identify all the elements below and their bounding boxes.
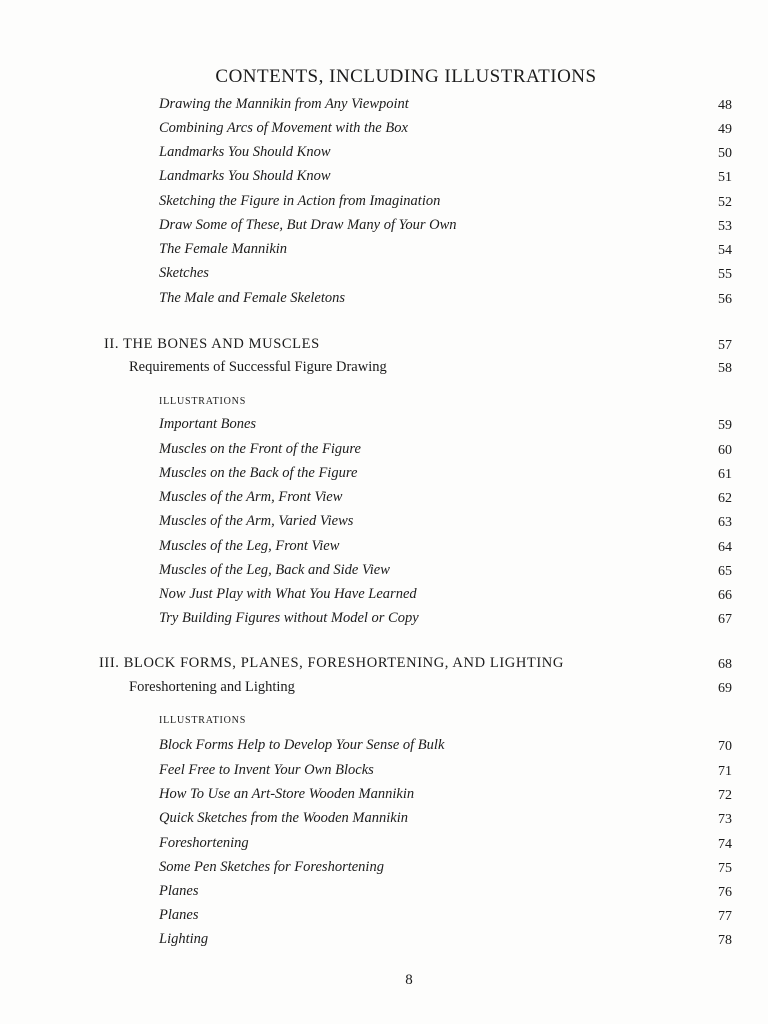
toc-entry-label: The Female Mannikin xyxy=(159,241,288,257)
toc-entry xyxy=(0,217,768,237)
toc-entry-page: 76 xyxy=(718,885,732,900)
toc-entry-page: 65 xyxy=(718,564,732,579)
toc-entry xyxy=(0,786,768,806)
toc-entry-page: 48 xyxy=(718,98,732,113)
toc-entry-label: Muscles of the Leg, Front View xyxy=(159,538,340,554)
toc-entry-page: 63 xyxy=(718,515,732,530)
toc-entry-page: 78 xyxy=(718,933,732,948)
toc-entry xyxy=(0,290,768,310)
toc-entry xyxy=(0,931,768,951)
subentry-page: 69 xyxy=(718,681,732,696)
toc-entry xyxy=(0,441,768,461)
toc-entry-label: Muscles of the Leg, Back and Side View xyxy=(159,562,390,578)
chapter-title: II. THE BONES AND MUSCLES xyxy=(104,336,320,352)
toc-entry-label: Foreshortening xyxy=(159,835,249,851)
toc-entry-label: Try Building Figures without Model or Copy xyxy=(159,610,419,626)
toc-entry-label: Muscles of the Arm, Front View xyxy=(159,489,343,505)
toc-entry-page: 52 xyxy=(718,195,732,210)
toc-entry-page: 62 xyxy=(718,491,732,506)
toc-entry-label: How To Use an Art-Store Wooden Mannikin xyxy=(159,786,415,802)
toc-entry-page: 49 xyxy=(718,122,732,137)
toc-entry-page: 51 xyxy=(718,170,732,185)
toc-entry xyxy=(0,489,768,509)
toc-entry-page: 70 xyxy=(718,739,732,754)
toc-entry-page: 73 xyxy=(718,812,732,827)
toc-entry xyxy=(0,610,768,630)
toc-entry xyxy=(0,835,768,855)
toc-entry-page: 50 xyxy=(718,146,732,161)
toc-entry-label: Quick Sketches from the Wooden Mannikin xyxy=(159,810,408,826)
toc-entry-page: 64 xyxy=(718,540,732,555)
toc-entry-page: 72 xyxy=(718,788,732,803)
chapter-subentry xyxy=(0,679,768,699)
toc-entry-page: 77 xyxy=(718,909,732,924)
toc-entry-label: Muscles on the Back of the Figure xyxy=(159,465,358,481)
toc-entry-label: Some Pen Sketches for Foreshortening xyxy=(159,859,384,875)
toc-entry xyxy=(0,144,768,164)
toc-entry-label: Now Just Play with What You Have Learned xyxy=(159,586,417,602)
illustrations-heading: ILLUSTRATIONS xyxy=(159,396,247,407)
toc-entry xyxy=(0,193,768,213)
toc-entry-label: Combining Arcs of Movement with the Box xyxy=(159,120,408,136)
chapter-subentry xyxy=(0,359,768,379)
toc-entry-page: 74 xyxy=(718,837,732,852)
toc-entry-page: 60 xyxy=(718,443,732,458)
toc-entry-page: 61 xyxy=(718,467,732,482)
toc-entry-page: 59 xyxy=(718,418,732,433)
page-title: CONTENTS, INCLUDING ILLUSTRATIONS xyxy=(215,66,597,87)
toc-entry-page: 71 xyxy=(718,764,732,779)
chapter-page: 57 xyxy=(718,338,732,353)
toc-entry-label: Drawing the Mannikin from Any Viewpoint xyxy=(159,96,409,112)
chapter-title: III. BLOCK FORMS, PLANES, FORESHORTENING, AND LIGHTING xyxy=(99,655,564,671)
toc-entry-page: 53 xyxy=(718,219,732,234)
toc-entry xyxy=(0,120,768,140)
toc-entry-page: 56 xyxy=(718,292,732,307)
toc-entry xyxy=(0,586,768,606)
toc-entry xyxy=(0,465,768,485)
toc-entry xyxy=(0,513,768,533)
toc-entry xyxy=(0,810,768,830)
toc-entry-label: Block Forms Help to Develop Your Sense of Bulk xyxy=(159,737,445,753)
toc-entry xyxy=(0,96,768,116)
chapter-heading xyxy=(0,655,768,675)
toc-entry xyxy=(0,241,768,261)
toc-entry-label: Planes xyxy=(159,907,199,923)
toc-entry-page: 66 xyxy=(718,588,732,603)
toc-entry xyxy=(0,762,768,782)
toc-entry-label: Planes xyxy=(159,883,199,899)
toc-entry-label: Sketches xyxy=(159,265,209,281)
toc-entry-label: Landmarks You Should Know xyxy=(159,144,331,160)
toc-entry-label: Important Bones xyxy=(159,416,257,432)
toc-entry-label: Muscles of the Arm, Varied Views xyxy=(159,513,354,529)
page-number: 8 xyxy=(405,972,413,988)
toc-entry-label: Draw Some of These, But Draw Many of Your Own xyxy=(159,217,457,233)
subentry-page: 58 xyxy=(718,361,732,376)
toc-entry xyxy=(0,737,768,757)
toc-entry-label: Landmarks You Should Know xyxy=(159,168,331,184)
toc-entry-page: 67 xyxy=(718,612,732,627)
chapter-heading xyxy=(0,336,768,356)
toc-entry xyxy=(0,859,768,879)
toc-entry-page: 55 xyxy=(718,267,732,282)
subentry-label: Requirements of Successful Figure Drawing xyxy=(129,359,387,375)
toc-entry xyxy=(0,416,768,436)
toc-entry-label: Lighting xyxy=(159,931,209,947)
illustrations-label xyxy=(0,396,768,416)
toc-entry xyxy=(0,538,768,558)
toc-entry-label: Muscles on the Front of the Figure xyxy=(159,441,361,457)
toc-entry xyxy=(0,562,768,582)
toc-entry-label: Feel Free to Invent Your Own Blocks xyxy=(159,762,374,778)
toc-entry-label: Sketching the Figure in Action from Imagination xyxy=(159,193,441,209)
toc-entry-page: 75 xyxy=(718,861,732,876)
toc-entry xyxy=(0,265,768,285)
illustrations-heading: ILLUSTRATIONS xyxy=(159,715,247,726)
toc-entry xyxy=(0,883,768,903)
toc-entry-label: The Male and Female Skeletons xyxy=(159,290,346,306)
toc-entry xyxy=(0,168,768,188)
chapter-page: 68 xyxy=(718,657,732,672)
illustrations-label xyxy=(0,715,768,735)
toc-entry-page: 54 xyxy=(718,243,732,258)
toc-entry xyxy=(0,907,768,927)
subentry-label: Foreshortening and Lighting xyxy=(129,679,295,695)
